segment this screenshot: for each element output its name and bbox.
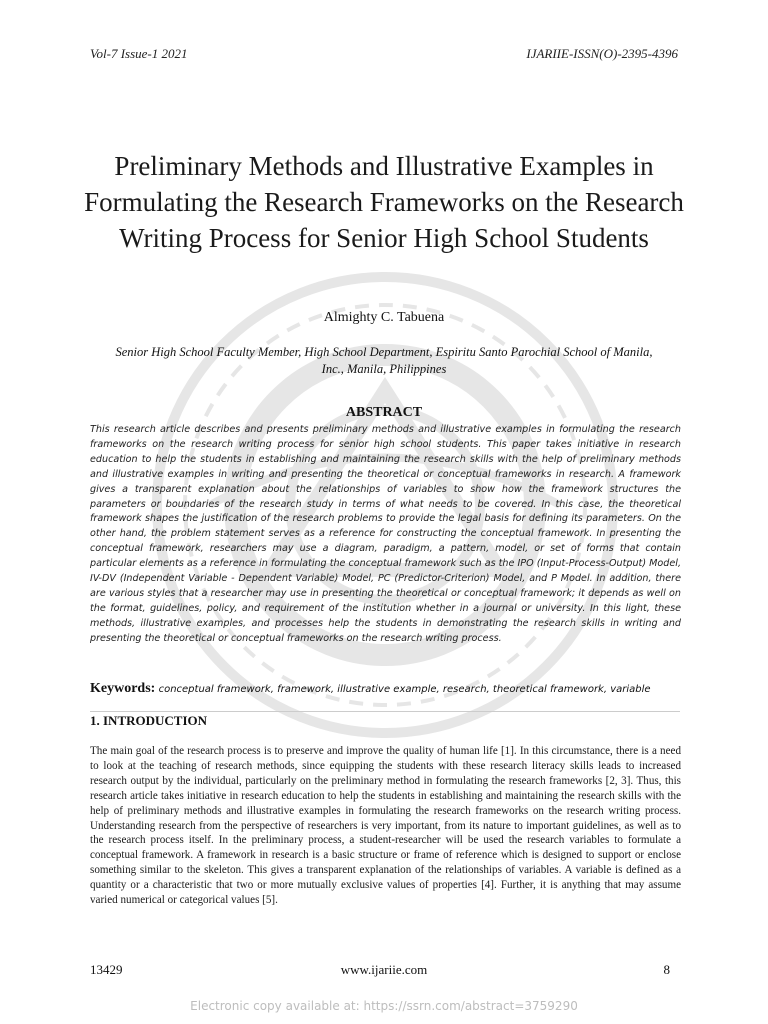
abstract-heading: ABSTRACT — [345, 405, 423, 420]
ssrn-availability-notice: Electronic copy available at: https://ssrn.com/abstract=3759290 — [190, 999, 578, 1013]
footer-page-number: 8 — [663, 962, 670, 977]
footer-paper-id: 13429 — [90, 962, 123, 977]
introduction-text: The main goal of the research process is to preserve and improve the quality of human life [1]. In this circumstance, there is a need to look at the teaching of research methods, since equipping the students with these research literacy skills leads to increased research output by the individual, particularly on the preliminary method in formulating the research frameworks [2, 3]. Thus, this research article takes initiative in research education to help the students in establishing and maintaining the research skills with the help of preliminary methods and illustrative examples in formulating the research frameworks on the research writing process. Understanding research from the perspective of researchers is very important, from its nature to important guidelines, as well as to the research process itself. In the preliminary process, a student-researcher will be used the research variables to formulate a conceptual framework. A framework in research is a basic structure or frame of reference which is designed to support or enclose something similar to the skeleton. This gives a transparent explanation of the relationships of variables. A variable is defined as a quantity or a characteristic that two or more mutually exclusive values of properties [4]. Further, it is anything that may assume varied numerical or categorical values [5]. — [90, 745, 681, 907]
paper-title: Preliminary Methods and Illustrative Examples in Formulating the Research Frameworks on the Research Writing Process for Senior High School Students — [84, 151, 684, 253]
author-name: Almighty C. Tabuena — [323, 310, 445, 325]
footer-website: www.ijariie.com — [340, 962, 428, 977]
introduction-heading: 1. INTRODUCTION — [90, 713, 208, 728]
abstract-text: This research article describes and presents preliminary methods and illustrative examples in formulating the research frameworks on the research writing process for senior high school students. This paper takes initiative in research education to help the students in establishing and maintaining the research skills with the help of preliminary methods and illustrative examples in writing and presenting the theoretical or conceptual frameworks in research. A framework gives a transparent explanation about the relationships of variables to show how the framework structures the parameters or boundaries of the research study in terms of what needs to be covered. In this case, the theoretical framework shapes the justification of the research problems to provide the legal basis for defining its parameters. On the other hand, the problem statement serves as a reference for constructing the conceptual framework. In presenting the conceptual framework, researchers may use a diagram, paradigm, a pattern, model, or set of forms that contain particular elements as a reference in formulating the conceptual framework such as the IPO (Input-Process-Output) Model, IV-DV (Independent Variable - Dependent Variable) Model, PC (Predictor-Criterion) Model, and P Model. In addition, there are various styles that a researcher may use in presenting the theoretical or conceptual framework; it depends as well on the format, guidelines, policy, and requirement of the institution whether in a journal or university. In this light, these methods, illustrative examples, and processes help the students in demonstrating the research skills in writing and presenting the theoretical or conceptual frameworks on the research writing process. — [90, 424, 681, 644]
section-divider — [90, 711, 680, 712]
journal-issn: IJARIIE-ISSN(O)-2395-4396 — [526, 46, 678, 61]
keywords-line — [90, 680, 681, 697]
keywords-label: Keywords: — [90, 681, 156, 696]
author-affiliation: Senior High School Faculty Member, High School Department, Espiritu Santo Parochial School of Manila, Inc., Manila, Philippines — [115, 345, 653, 376]
keywords-text: conceptual framework, framework, illustrative example, research, theoretical framework, variable — [158, 684, 651, 695]
journal-volume-issue: Vol-7 Issue-1 2021 — [90, 46, 188, 61]
